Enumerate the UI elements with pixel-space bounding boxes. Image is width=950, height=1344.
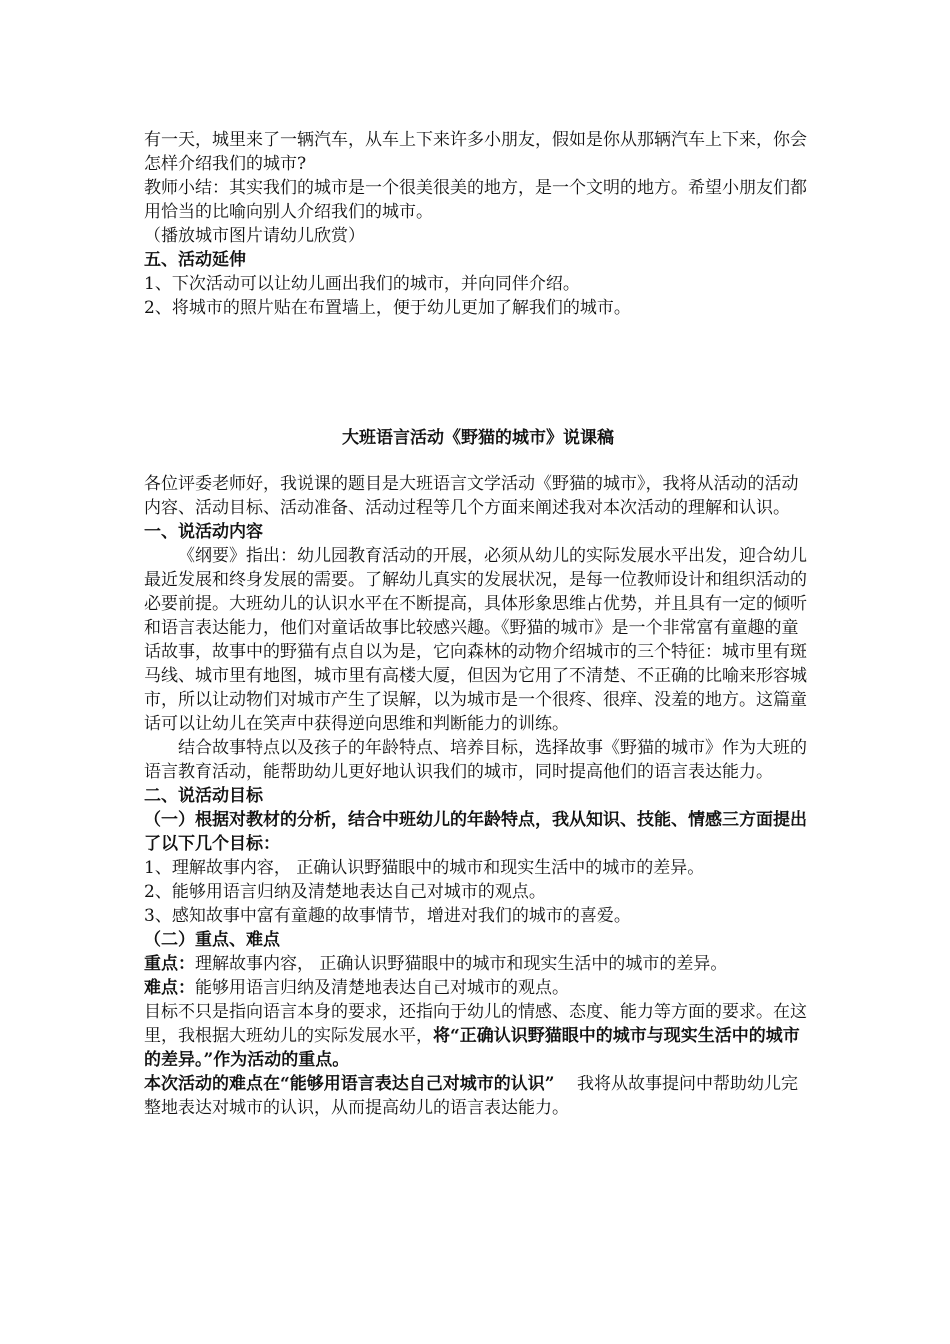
paragraph-intro: 各位评委老师好，我说课的题目是大班语言文学活动《野猫的城市》，我将从活动的活动内容、活动目标、活动准备、活动过程等几个方面来阐述我对本次活动的理解和认识。 — [144, 474, 799, 518]
paragraph-difficult-point — [144, 976, 812, 1000]
list-item-goal-3: 3、感知故事中富有童趣的故事情节，增进对我们的城市的喜爱。 — [144, 906, 631, 926]
document-page — [144, 128, 812, 1120]
list-item-goal-1: 1、理解故事内容， 正确认识野猫眼中的城市和现实生活中的城市的差异。 — [144, 858, 705, 878]
heading-activity-extension: 五、活动延伸 — [144, 250, 246, 270]
subheading-key-difficult: （二）重点、难点 — [144, 930, 280, 950]
paragraph-goal-explanation — [144, 1000, 812, 1072]
difficulty-explanation-emphasis: 本次活动的难点在“能够用语言表达自己对城市的认识” — [144, 1074, 555, 1094]
goal-explanation-emphasis: 将“正确认识野猫眼中的城市与现实生活中的城市的差异。”作为活动的重点。 — [144, 1026, 800, 1070]
goal-explanation-text: 目标不只是指向语言本身的要求，还指向于幼儿的情感、态度、能力等方面的要求。在这里，我根据大班幼儿的实际发展水平， — [144, 1002, 807, 1046]
paragraph-play-pictures: （播放城市图片请幼儿欣赏） — [144, 226, 365, 246]
difficult-point-text: 能够用语言归纳及清楚地表达自己对城市的观点。 — [195, 978, 569, 998]
list-item-goal-2: 2、能够用语言归纳及清楚地表达自己对城市的观点。 — [144, 882, 546, 902]
paragraph-difficulty-explanation — [144, 1072, 812, 1120]
list-item-extension-1: 1、下次活动可以让幼儿画出我们的城市，并向同伴介绍。 — [144, 274, 580, 294]
difficulty-explanation-text: 我将从故事提问中帮助幼儿完整地表达对城市的认识，从而提高幼儿的语言表达能力。 — [144, 1074, 798, 1118]
paragraph-content-2: 结合故事特点以及孩子的年龄特点、培养目标，选择故事《野猫的城市》作为大班的语言教育活动，能帮助幼儿更好地认识我们的城市，同时提高他们的语言表达能力。 — [144, 738, 807, 782]
list-item-extension-2: 2、将城市的照片贴在布置墙上，便于幼儿更加了解我们的城市。 — [144, 298, 631, 318]
paragraph-teacher-summary: 教师小结：其实我们的城市是一个很美很美的地方，是一个文明的地方。希望小朋友们都用恰当的比喻向别人介绍我们的城市。 — [144, 178, 807, 222]
heading-activity-content: 一、说活动内容 — [144, 522, 263, 542]
key-point-text: 理解故事内容， 正确认识野猫眼中的城市和现实生活中的城市的差异。 — [195, 954, 728, 974]
document-title: 大班语言活动《野猫的城市》说课稿 — [342, 428, 614, 448]
paragraph-content-1: 《纲要》指出：幼儿园教育活动的开展，必须从幼儿的实际发展水平出发，迎合幼儿最近发展和终身发展的需要。了解幼儿真实的发展状况，是每一位教师设计和组织活动的必要前提。大班幼儿的认识水平在不断提高，具体形象思维占优势，并且具有一定的倾听和语言表达能力，他们对童话故事比较感兴趣。《野猫的城市》是一个非常富有童趣的童话故事，故事中的野猫有点自以为是，它向森林的动物介绍城市的三个特征：城市里有斑马线、城市里有地图，城市里有高楼大厦，但因为它用了不清楚、不正确的比喻来形容城市，所以让动物们对城市产生了误解，以为城市是一个很疼、很痒、没羞的地方。这篇童话可以让幼儿在笑声中获得逆向思维和判断能力的训练。 — [144, 546, 807, 734]
paragraph-car-question: 有一天，城里来了一辆汽车，从车上下来许多小朋友，假如是你从那辆汽车上下来，你会怎样介绍我们的城市? — [144, 130, 807, 174]
difficult-point-label: 难点： — [144, 978, 195, 998]
subheading-goals: （一）根据对教材的分析，结合中班幼儿的年龄特点，我从知识、技能、情感三方面提出了以下几个目标： — [144, 810, 807, 854]
paragraph-key-point — [144, 952, 812, 976]
heading-activity-goals: 二、说活动目标 — [144, 786, 263, 806]
key-point-label: 重点： — [144, 954, 195, 974]
